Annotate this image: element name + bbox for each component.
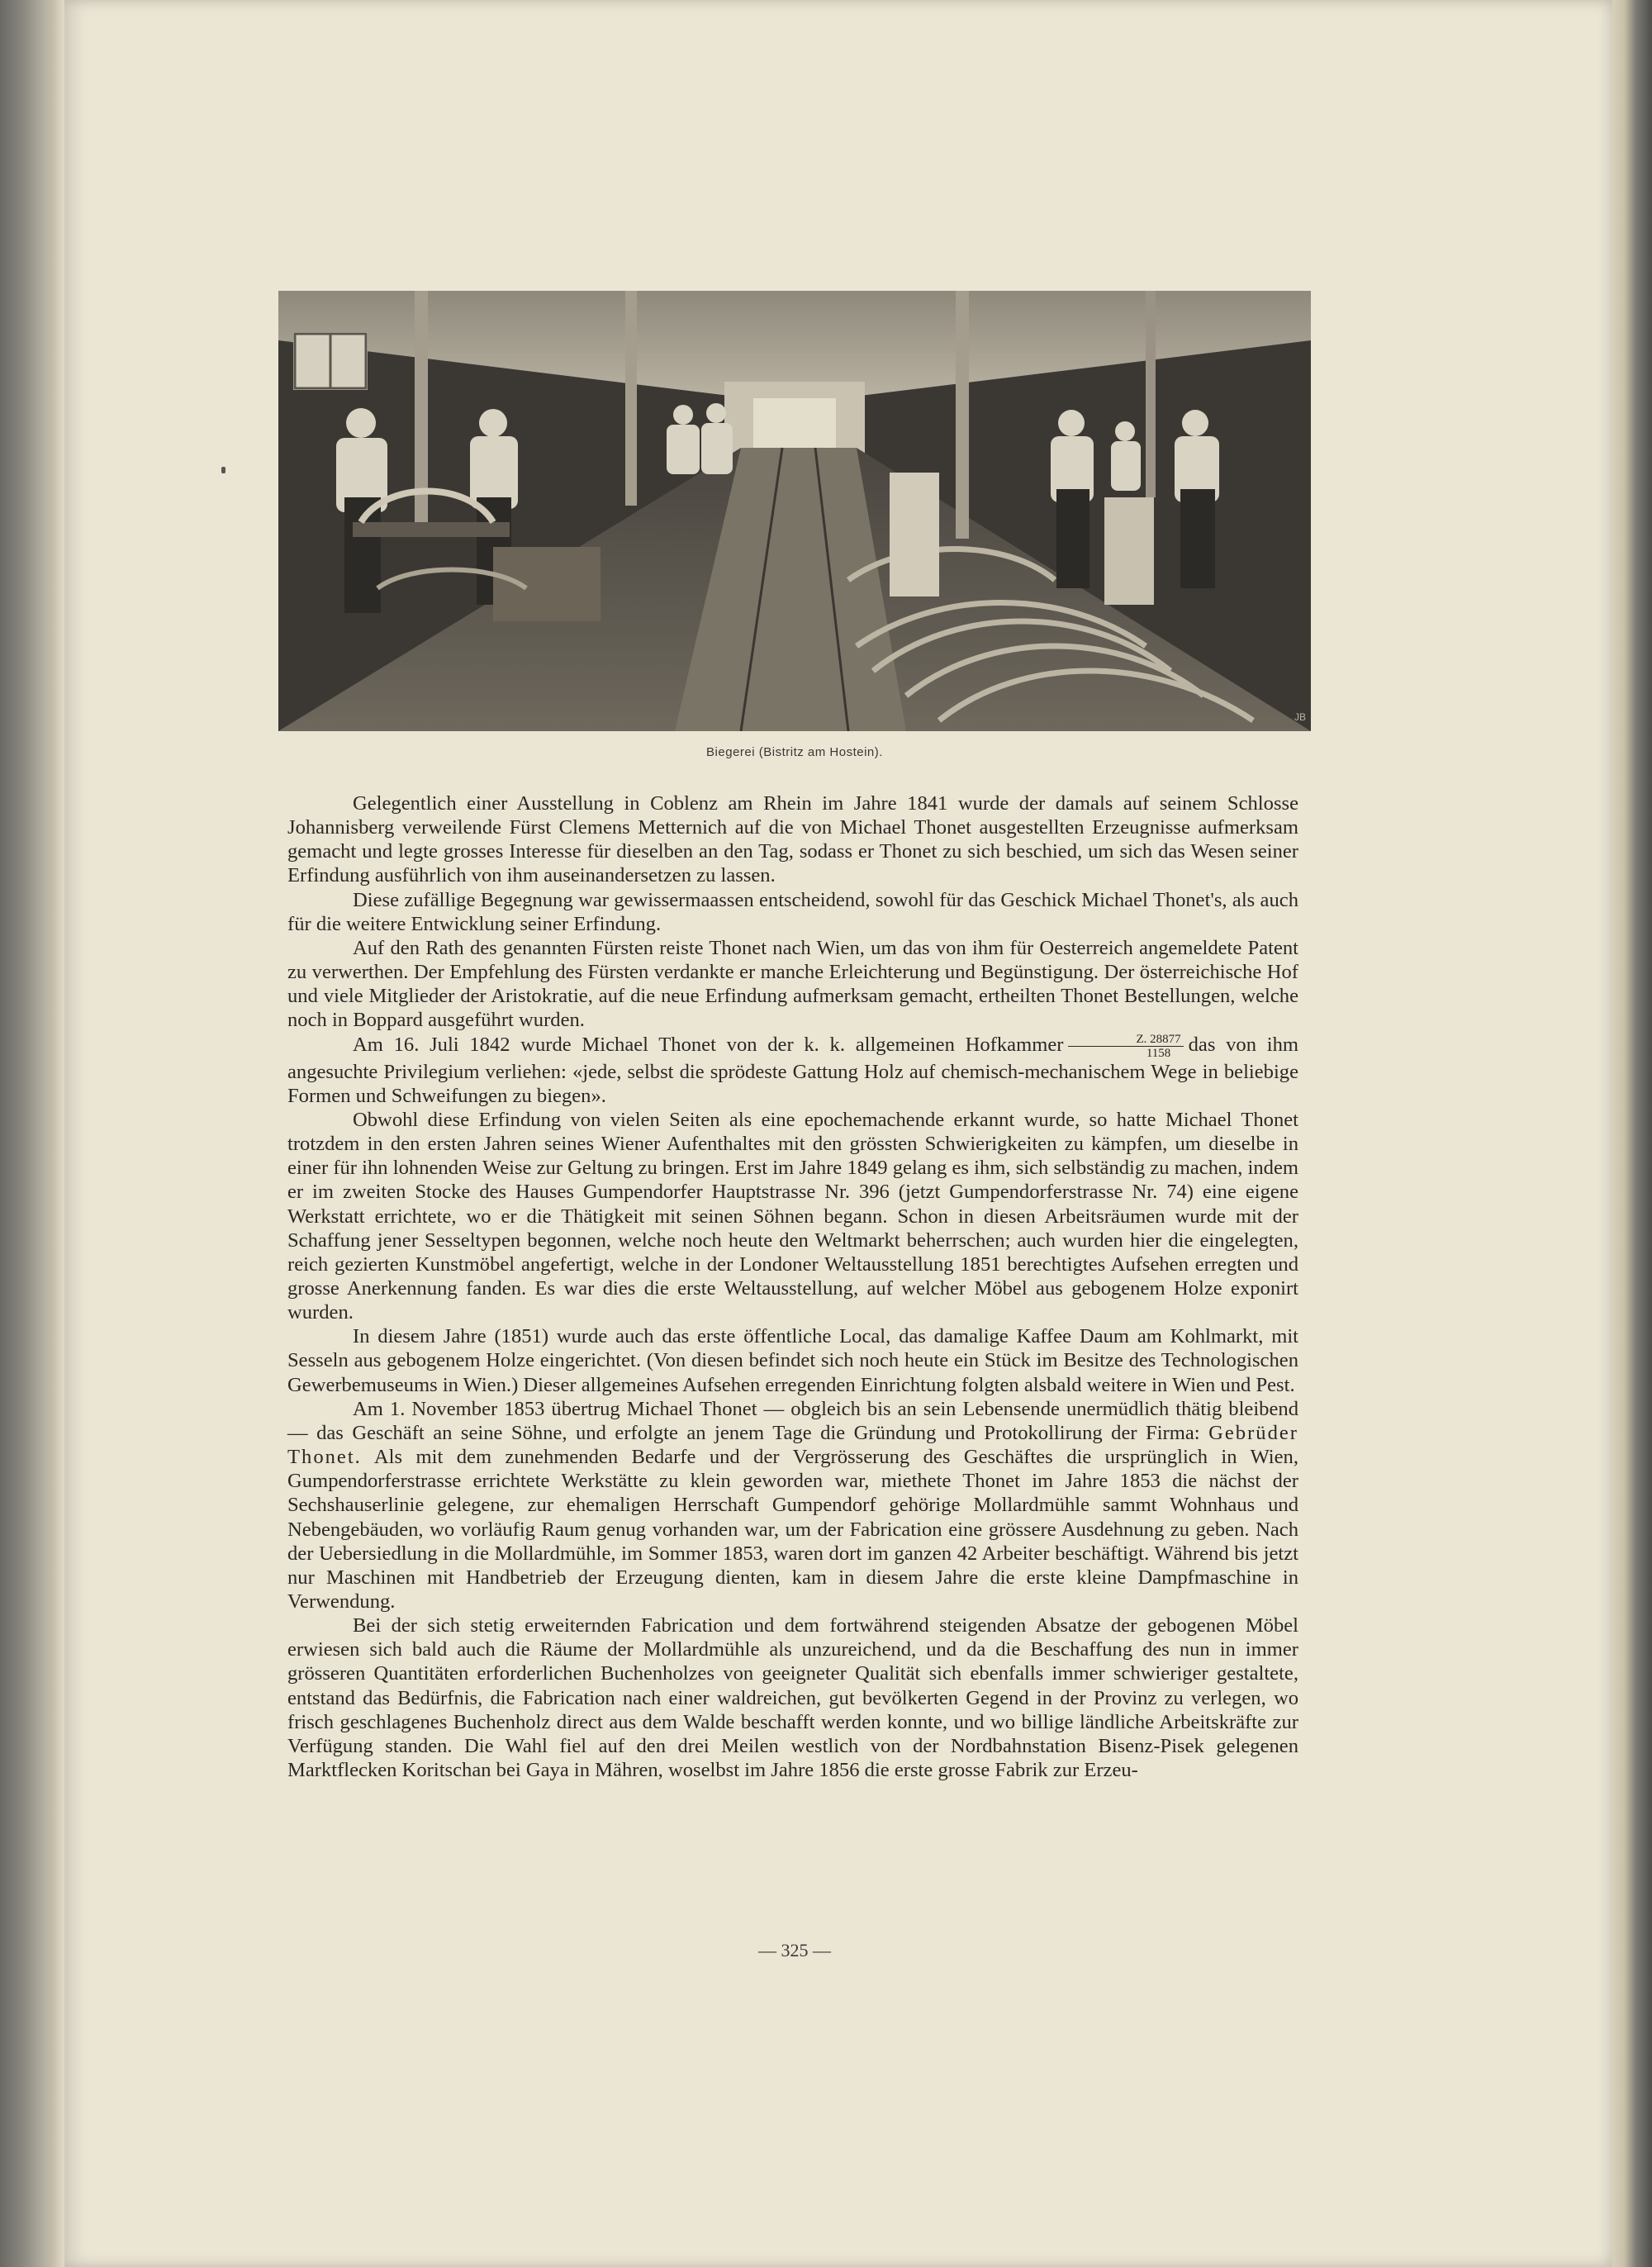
svg-text:JB: JB <box>1294 711 1307 723</box>
paragraph-text: Am 16. Juli 1842 wurde Michael Thonet von der k. k. allgemeinen Hofkammer <box>353 1033 1064 1056</box>
paragraph-text: Am 1. November 1853 übertrug Michael Thonet — obgleich bis an sein Lebensende unermüdlich thätig bleibend — das Geschäft an seine Söhne, und erfolgte an jenem Tage die Gründung und Protokollirung der Firma: <box>287 1397 1298 1444</box>
page-gutter <box>50 0 66 2267</box>
fraction-denominator: 1158 <box>1146 1046 1171 1060</box>
margin-mark <box>221 467 225 473</box>
paragraph: Auf den Rath des genannten Fürsten reiste Thonet nach Wien, um das von ihm für Oesterreich angemeldete Patent zu verwerthen. Der Empfehlung des Fürsten verdankte er manche Erleichterung und Begünstigung. Der österreichische Hof und viele Mitglieder der Aristokratie, auf die neue Erfindung aufmerksam gemacht, ertheilten Thonet Bestellungen, welche noch in Boppard ausgeführt wurden. <box>287 936 1298 1032</box>
paragraph: Bei der sich stetig erweiternden Fabrication und dem fortwährend steigenden Absatze der gebogenen Möbel erwiesen sich bald auch die Räume der Mollardmühle als unzureichend, und da die Beschaffung des nun in immer grösseren Quantitäten erforderlichen Buchenholzes von geeigneter Qualität sich ebenfalls immer schwieriger gestaltete, entstand das Bedürfnis, die Fabrication nach einer waldreichen, gut bevölkerten Gegend in der Provinz zu verlegen, wo frisch geschlagenes Buchenholz direct aus dem Walde beschafft werden konnte, und wo billige ländliche Arbeitskräfte zur Verfügung standen. Die Wahl fiel auf den drei Meilen westlich von der Nordbahnstation Bisenz-Pisek gelegenen Marktflecken Koritschan bei Gaya in Mähren, woselbst im Jahre 1856 die erste grosse Fabrik zur Erzeu- <box>287 1614 1298 1782</box>
firm-name: Gebrüder Thonet. <box>287 1421 1298 1469</box>
workshop-photograph <box>278 291 1311 731</box>
paragraph: In diesem Jahre (1851) wurde auch das erste öffentliche Local, das damalige Kaffee Daum am Kohlmarkt, mit Sesseln aus gebogenem Holze eingerichtet. (Von diesen befindet sich noch heute ein Stück im Besitze des Technologischen Gewerbemuseums in Wien.) Dieser allgemeines Aufsehen erregenden Einrichtung folgten alsbald weitere in Wien und Pest. <box>287 1325 1298 1396</box>
paragraph: Gelegentlich einer Ausstellung in Coblenz am Rhein im Jahre 1841 wurde der damals auf seinem Schlosse Johannisberg verweilende Fürst Clemens Metternich auf die von Michael Thonet ausgestellten Erzeugnisse aufmerksam gemacht und legte grosses Interesse für dieselben an den Tag, sodass er Thonet zu sich beschied, um sich das Wesen seiner Erfindung ausführlich von ihm auseinandersetzen zu lassen. <box>287 792 1298 887</box>
paragraph-text: das von ihm angesuchte Privilegium verliehen: «jede, selbst die sprödeste Gattung Holz auf chemisch-mechanischem Wege in beliebige Formen und Schweifungen zu biegen». <box>287 1033 1298 1107</box>
paragraph: Obwohl diese Erfindung von vielen Seiten als eine epochemachende erkannt wurde, so hatte Michael Thonet trotzdem in den ersten Jahren seines Wiener Aufenthaltes mit den grössten Schwierigkeiten zu kämpfen, um dieselbe in einer für ihn lohnenden Weise zur Geltung zu bringen. Erst im Jahre 1849 gelang es ihm, sich selbständig zu machen, indem er im zweiten Stocke des Hauses Gumpendorfer Hauptstrasse Nr. 396 (jetzt Gumpendorferstrasse Nr. 74) eine eigene Werkstatt errichtete, wo er die Thätigkeit mit seinen Söhnen begann. Schon in diesen Arbeitsräumen wurde mit der Schaffung jener Sesseltypen begonnen, welche noch heute den Weltmarkt beherrschen; auch wurden hier die eingelegten, reich gezierten Kunstmöbel angefertigt, welche in der Londoner Weltausstellung 1851 berechtigtes Aufsehen erregten und grosse Anerkennung fanden. Es war dies die erste Weltausstellung, auf welcher Möbel aus gebogenem Holze exponirt wurden. <box>287 1108 1298 1324</box>
paragraph-text: Als mit dem zunehmenden Bedarfe und der Vergrösserung des Geschäftes die ursprünglich in Wien, Gumpendorferstrasse errichtete Werkstätte zu klein geworden war, miethete Thonet im Jahre 1853 die nächst der Sechshauserlinie gelegene, zur ehemaligen Herrschaft Gumpendorf gehörige Mollardmühle sammt Wohnhaus und Nebengebäuden, wo vorläufig Raum genug vorhanden war, um der Fabrication eine grössere Ausdehnung zu geben. Nach der Uebersiedlung in die Mollardmühle, im Sommer 1853, waren dort im ganzen 42 Arbeiter beschäftigt. Während bis jetzt nur Maschinen mit Handbetrieb der Erzeugung dienten, kam in diesem Jahre die erste kleine Dampfmaschine in Verwendung. <box>287 1446 1298 1613</box>
paragraph <box>287 1033 1298 1108</box>
fraction-numerator: Z. 28877 <box>1068 1033 1183 1047</box>
image-caption: Biegerei (Bistritz am Hostein). <box>706 745 883 759</box>
page-edge-right <box>1612 0 1652 2267</box>
paragraph <box>287 1397 1298 1614</box>
article-body <box>287 791 1298 1782</box>
page-number: — 325 — <box>758 1940 831 1960</box>
file-number-fraction <box>1068 1033 1183 1060</box>
paragraph: Diese zufällige Begegnung war gewissermaassen entscheidend, sowohl für das Geschick Michael Thonet's, als auch für die weitere Entwicklung seiner Erfindung. <box>287 888 1298 935</box>
